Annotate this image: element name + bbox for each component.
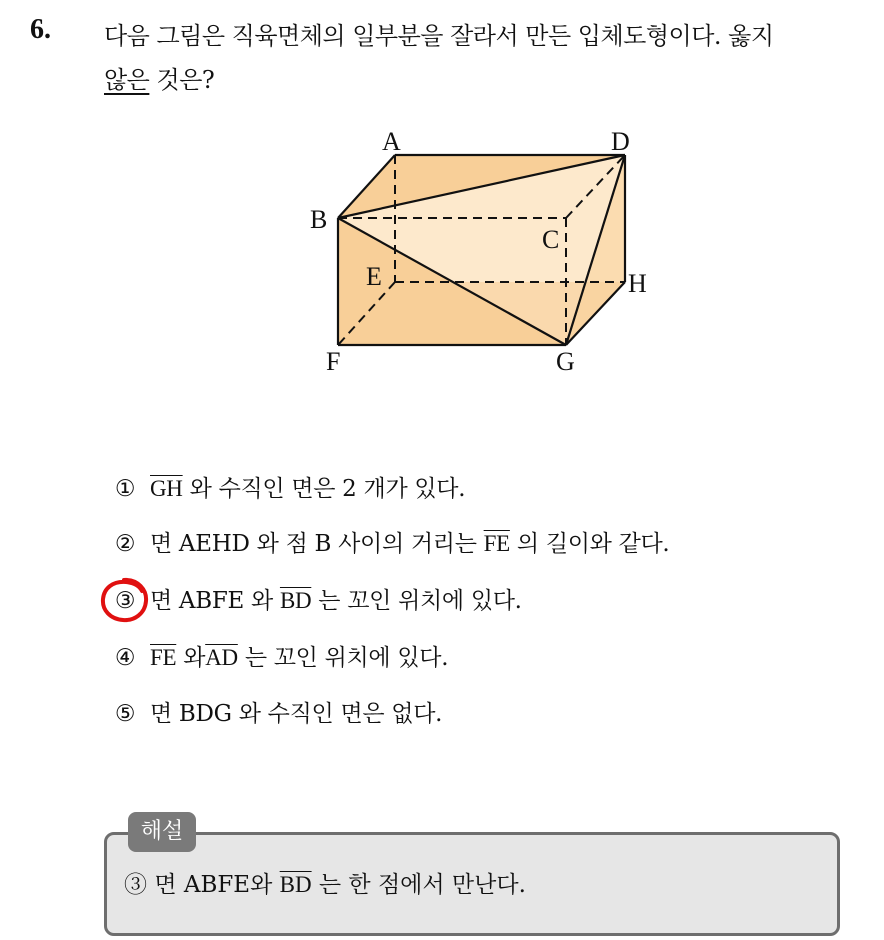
text-segment: 면 ABFE와 — [154, 872, 280, 898]
overlined-segment: $\overline{BD}$ — [279, 588, 312, 613]
red-circle-mark — [98, 576, 150, 624]
label-D: D — [611, 127, 630, 156]
choice-5[interactable] — [110, 697, 442, 731]
text-segment: 는 꼬인 위치에 있다. — [237, 645, 449, 671]
text-segment: 의 길이와 같다. — [509, 531, 670, 557]
label-F: F — [326, 347, 341, 376]
label-E: E — [366, 262, 382, 291]
choice-marker: ② — [114, 531, 136, 557]
label-B: B — [310, 205, 328, 234]
label-A: A — [382, 127, 401, 156]
choice-3[interactable] — [110, 584, 522, 618]
solid-figure — [300, 120, 670, 390]
choice-4[interactable] — [110, 641, 448, 675]
text-segment: 와 수직인 면은 2 개가 있다. — [182, 476, 466, 502]
choice-marker: ③ — [114, 588, 136, 614]
question-text-underlined: 않은 — [104, 66, 150, 94]
overlined-segment: $\overline{AD}$ — [205, 645, 238, 670]
label-C: C — [542, 225, 560, 254]
question-text-main: 다음 그림은 직육면체의 일부분을 잘라서 만든 입체도형이다. 옳지 — [104, 22, 774, 50]
question-text-end: 것은? — [149, 66, 215, 94]
text-segment: 는 꼬인 위치에 있다. — [311, 588, 522, 614]
solution-label: 해설 — [128, 812, 196, 852]
label-H: H — [628, 269, 647, 298]
overlined-segment: $\overline{FE}$ — [483, 531, 510, 556]
choice-marker: ① — [114, 476, 136, 502]
overlined-segment: $\overline{BD}$ — [279, 872, 312, 897]
text-segment: 면 AEHD 와 점 B 사이의 거리는 — [150, 531, 484, 557]
choice-2[interactable] — [110, 527, 669, 561]
overlined-segment: $\overline{GH}$ — [150, 476, 183, 501]
choice-marker: ⑤ — [114, 701, 136, 727]
question-text — [104, 14, 874, 102]
label-G: G — [556, 347, 575, 376]
text-segment: 면 ABFE 와 — [150, 588, 280, 614]
solution-text — [124, 868, 526, 902]
choice-1[interactable] — [110, 472, 465, 506]
question-number: 6. — [30, 14, 51, 45]
text-segment: 면 BDG 와 수직인 면은 없다. — [150, 701, 443, 727]
text-segment: 와 — [176, 645, 206, 671]
overlined-segment: $\overline{FE}$ — [150, 645, 177, 670]
solution-marker: ③ — [124, 872, 155, 898]
choice-marker: ④ — [114, 645, 136, 671]
text-segment: 는 한 점에서 만난다. — [311, 872, 526, 898]
